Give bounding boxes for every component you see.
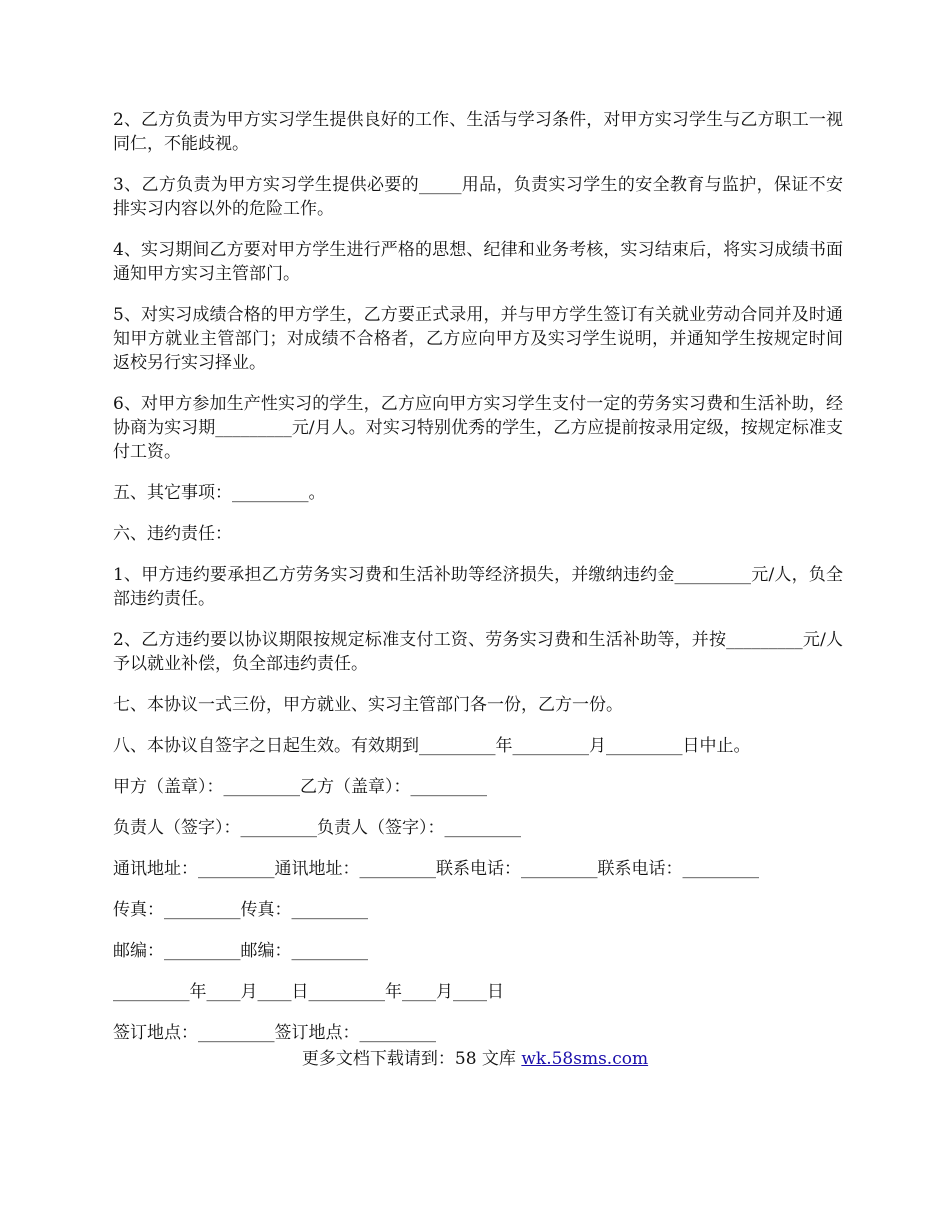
breach-clause-1: 1、甲方违约要承担乙方劳务实习费和生活补助等经济损失，并缴纳违约金_________元/人，负全部违约责任。 (113, 565, 843, 609)
clause-5-employment: 5、对实习成绩合格的甲方学生，乙方要正式录用，并与甲方学生签订有关就业劳动合同并及时通知甲方就业主管部门；对成绩不合格者，乙方应向甲方及实习学生说明，并通知学生按规定时间返校另行实习择业。 (113, 305, 843, 373)
signature-seal-line: 甲方（盖章）：_________乙方（盖章）：_________ (113, 777, 487, 797)
fax-line: 传真：_________传真：_________ (113, 900, 368, 920)
footer (0, 1047, 950, 1071)
footer-link[interactable]: wk.58sms.com (521, 1049, 649, 1069)
postcode-line: 邮编：_________邮编：_________ (113, 941, 368, 961)
clause-2-working-conditions: 2、乙方负责为甲方实习学生提供良好的工作、生活与学习条件，对甲方实习学生与乙方职工一视同仁，不能歧视。 (113, 110, 843, 154)
address-phone-line: 通讯地址：_________通讯地址：_________联系电话：_________联系电话：_________ (113, 859, 759, 879)
signing-place-line: 签订地点：_________签订地点：_________ (113, 1023, 436, 1043)
section-8-validity: 八、本协议自签字之日起生效。有效期到_________年_________月_________日中止。 (113, 736, 751, 756)
section-7-copies: 七、本协议一式三份，甲方就业、实习主管部门各一份，乙方一份。 (113, 695, 623, 715)
clause-3-safety: 3、乙方负责为甲方实习学生提供必要的_____用品，负责实习学生的安全教育与监护，保证不安排实习内容以外的危险工作。 (113, 175, 843, 219)
clause-6-allowance: 6、对甲方参加生产性实习的学生，乙方应向甲方实习学生支付一定的劳务实习费和生活补助，经协商为实习期_________元/月人。对实习特别优秀的学生，乙方应提前按录用定级，按规定标准支付工资。 (113, 394, 843, 462)
section-5-other-matters: 五、其它事项：_________。 (113, 483, 326, 503)
breach-clause-2: 2、乙方违约要以协议期限按规定标准支付工资、劳务实习费和生活补助等，并按_________元/人予以就业补偿，负全部违约责任。 (113, 630, 843, 674)
signature-person-line: 负责人（签字）：_________负责人（签字）：_________ (113, 818, 521, 838)
clause-4-assessment: 4、实习期间乙方要对甲方学生进行严格的思想、纪律和业务考核，实习结束后，将实习成绩书面通知甲方实习主管部门。 (113, 240, 843, 284)
document-body (113, 108, 843, 1062)
footer-text: 更多文档下载请到：58 文库 (301, 1049, 522, 1069)
section-6-heading: 六、违约责任： (113, 524, 232, 544)
date-line: _________年____月____日_________年____月____日 (113, 982, 504, 1002)
